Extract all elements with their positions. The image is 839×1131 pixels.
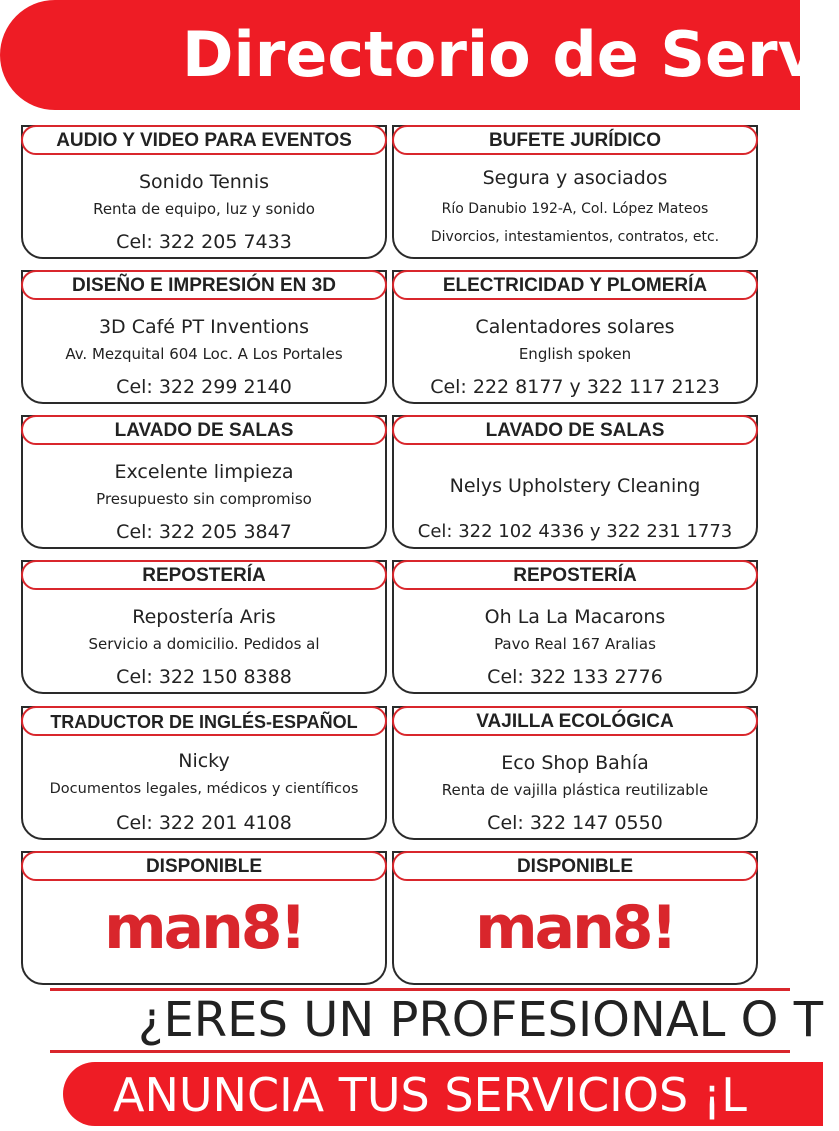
card-business-name: Eco Shop Bahía [501, 752, 649, 774]
card-description: Servicio a domicilio. Pedidos al [88, 635, 320, 653]
service-card-audio-video [21, 125, 387, 259]
card-description: Documentos legales, médicos y científicos [49, 781, 359, 797]
card-category: DISEÑO E IMPRESIÓN EN 3D [21, 270, 387, 300]
card-category: REPOSTERÍA [21, 560, 387, 590]
card-business-name: Nicky [178, 750, 230, 772]
card-phone: Cel: 322 133 2776 [487, 666, 663, 688]
service-card-lavado-2 [392, 415, 758, 549]
cta-banner [63, 1062, 823, 1126]
service-card-electricidad [392, 270, 758, 404]
service-card-reposteria-1 [21, 560, 387, 694]
divider-top [50, 988, 790, 991]
card-category: LAVADO DE SALAS [392, 415, 758, 445]
service-card-3d [21, 270, 387, 404]
card-business-name: Excelente limpieza [114, 461, 294, 483]
card-address: Río Danubio 192-A, Col. López Mateos [441, 201, 709, 217]
card-address: Pavo Real 167 Aralias [494, 635, 656, 653]
service-card-disponible-2 [392, 851, 758, 985]
card-business-name: Oh La La Macarons [484, 606, 666, 628]
card-description: Renta de equipo, luz y sonido [93, 200, 315, 218]
card-category: VAJILLA ECOLÓGICA [392, 706, 758, 736]
card-description: Presupuesto sin compromiso [96, 490, 312, 508]
service-card-traductor [21, 706, 387, 840]
title-banner [0, 0, 839, 110]
man8-logo: man8! [475, 893, 675, 963]
card-phone: Cel: 322 150 8388 [116, 666, 292, 688]
card-category: ELECTRICIDAD Y PLOMERÍA [392, 270, 758, 300]
card-description: English spoken [518, 345, 632, 363]
card-business-name: 3D Café PT Inventions [98, 316, 310, 338]
service-card-vajilla [392, 706, 758, 840]
promo-question: ¿ERES UN PROFESIONAL O T [138, 992, 824, 1048]
card-category: BUFETE JURÍDICO [392, 125, 758, 155]
card-phone: Cel: 322 205 7433 [116, 231, 292, 253]
card-business-name: Segura y asociados [482, 167, 668, 189]
card-description: Renta de vajilla plástica reutilizable [441, 781, 709, 799]
card-category: LAVADO DE SALAS [21, 415, 387, 445]
card-category: DISPONIBLE [392, 851, 758, 881]
card-business-name: Calentadores solares [475, 316, 675, 338]
cta-text: ANUNCIA TUS SERVICIOS ¡L [113, 1068, 747, 1122]
page-title: Directorio de Servi [182, 18, 839, 91]
man8-logo: man8! [104, 893, 304, 963]
service-card-disponible-1 [21, 851, 387, 985]
divider-bottom [50, 1050, 790, 1053]
card-phone: Cel: 322 299 2140 [116, 376, 292, 398]
card-business-name: Repostería Aris [132, 606, 276, 628]
card-phone: Cel: 322 102 4336 y 322 231 1773 [417, 521, 733, 542]
card-phone: Cel: 322 147 0550 [487, 812, 663, 834]
card-business-name: Nelys Upholstery Cleaning [449, 475, 701, 497]
card-phone: Cel: 322 201 4108 [116, 812, 292, 834]
service-card-bufete [392, 125, 758, 259]
card-phone: Cel: 322 205 3847 [116, 521, 292, 543]
card-address: Av. Mezquital 604 Loc. A Los Portales [65, 345, 343, 363]
service-card-lavado-1 [21, 415, 387, 549]
service-card-reposteria-2 [392, 560, 758, 694]
card-phone: Cel: 222 8177 y 322 117 2123 [430, 376, 720, 398]
card-description: Divorcios, intestamientos, contratos, etc. [430, 229, 720, 245]
card-business-name: Sonido Tennis [138, 171, 270, 193]
card-category: DISPONIBLE [21, 851, 387, 881]
card-category: AUDIO Y VIDEO PARA EVENTOS [21, 125, 387, 155]
card-category: REPOSTERÍA [392, 560, 758, 590]
card-category: TRADUCTOR DE INGLÉS-ESPAÑOL [21, 706, 387, 736]
